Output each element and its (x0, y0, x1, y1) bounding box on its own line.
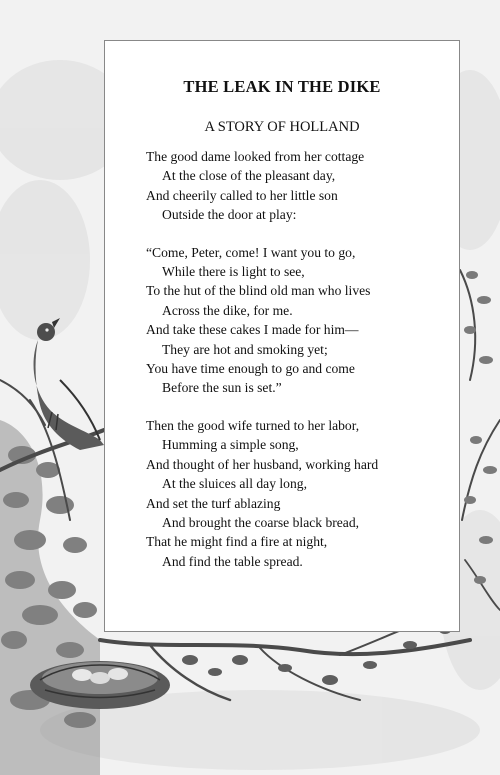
page-title: THE LEAK IN THE DIKE (183, 77, 381, 96)
poem-line: “Come, Peter, come! I want you to go, (146, 244, 356, 260)
poem-line: You have time enough to go and come (146, 361, 355, 377)
poem-line: While there is light to see, (162, 264, 305, 280)
poem-line: And set the turf ablazing (146, 495, 281, 511)
egg (90, 672, 110, 684)
poem-line: And find the table spread. (162, 553, 303, 569)
poem-stanza (146, 243, 449, 398)
poem-stanza (146, 147, 449, 225)
poem-line: Outside the door at play: (162, 207, 297, 223)
poem-line: And take these cakes I made for him— (146, 322, 359, 338)
page-subtitle: A STORY OF HOLLAND (204, 119, 360, 135)
poem-line: And brought the coarse black bread, (162, 514, 360, 530)
poem-line: Humming a simple song, (162, 437, 299, 453)
poem-line: And thought of her husband, working hard (146, 456, 379, 472)
egg (108, 668, 128, 680)
egg (72, 669, 92, 681)
nest (30, 661, 170, 709)
poem-line: Across the dike, for me. (162, 302, 293, 318)
poem-stanza (146, 416, 449, 571)
poem-line: And cheerily called to her little son (146, 187, 338, 203)
poem-panel (104, 40, 460, 632)
poem-line: At the close of the pleasant day, (162, 168, 336, 184)
poem-line: To the hut of the blind old man who lives (146, 283, 371, 299)
poem-line: Then the good wife turned to her labor, (146, 417, 360, 433)
poem (146, 147, 449, 571)
poem-line: The good dame looked from her cottage (146, 149, 365, 164)
poem-line: That he might find a fire at night, (146, 534, 328, 550)
poem-line: They are hot and smoking yet; (162, 341, 328, 357)
poem-line: At the sluices all day long, (162, 476, 307, 492)
poem-line: Before the sun is set.” (162, 380, 282, 396)
